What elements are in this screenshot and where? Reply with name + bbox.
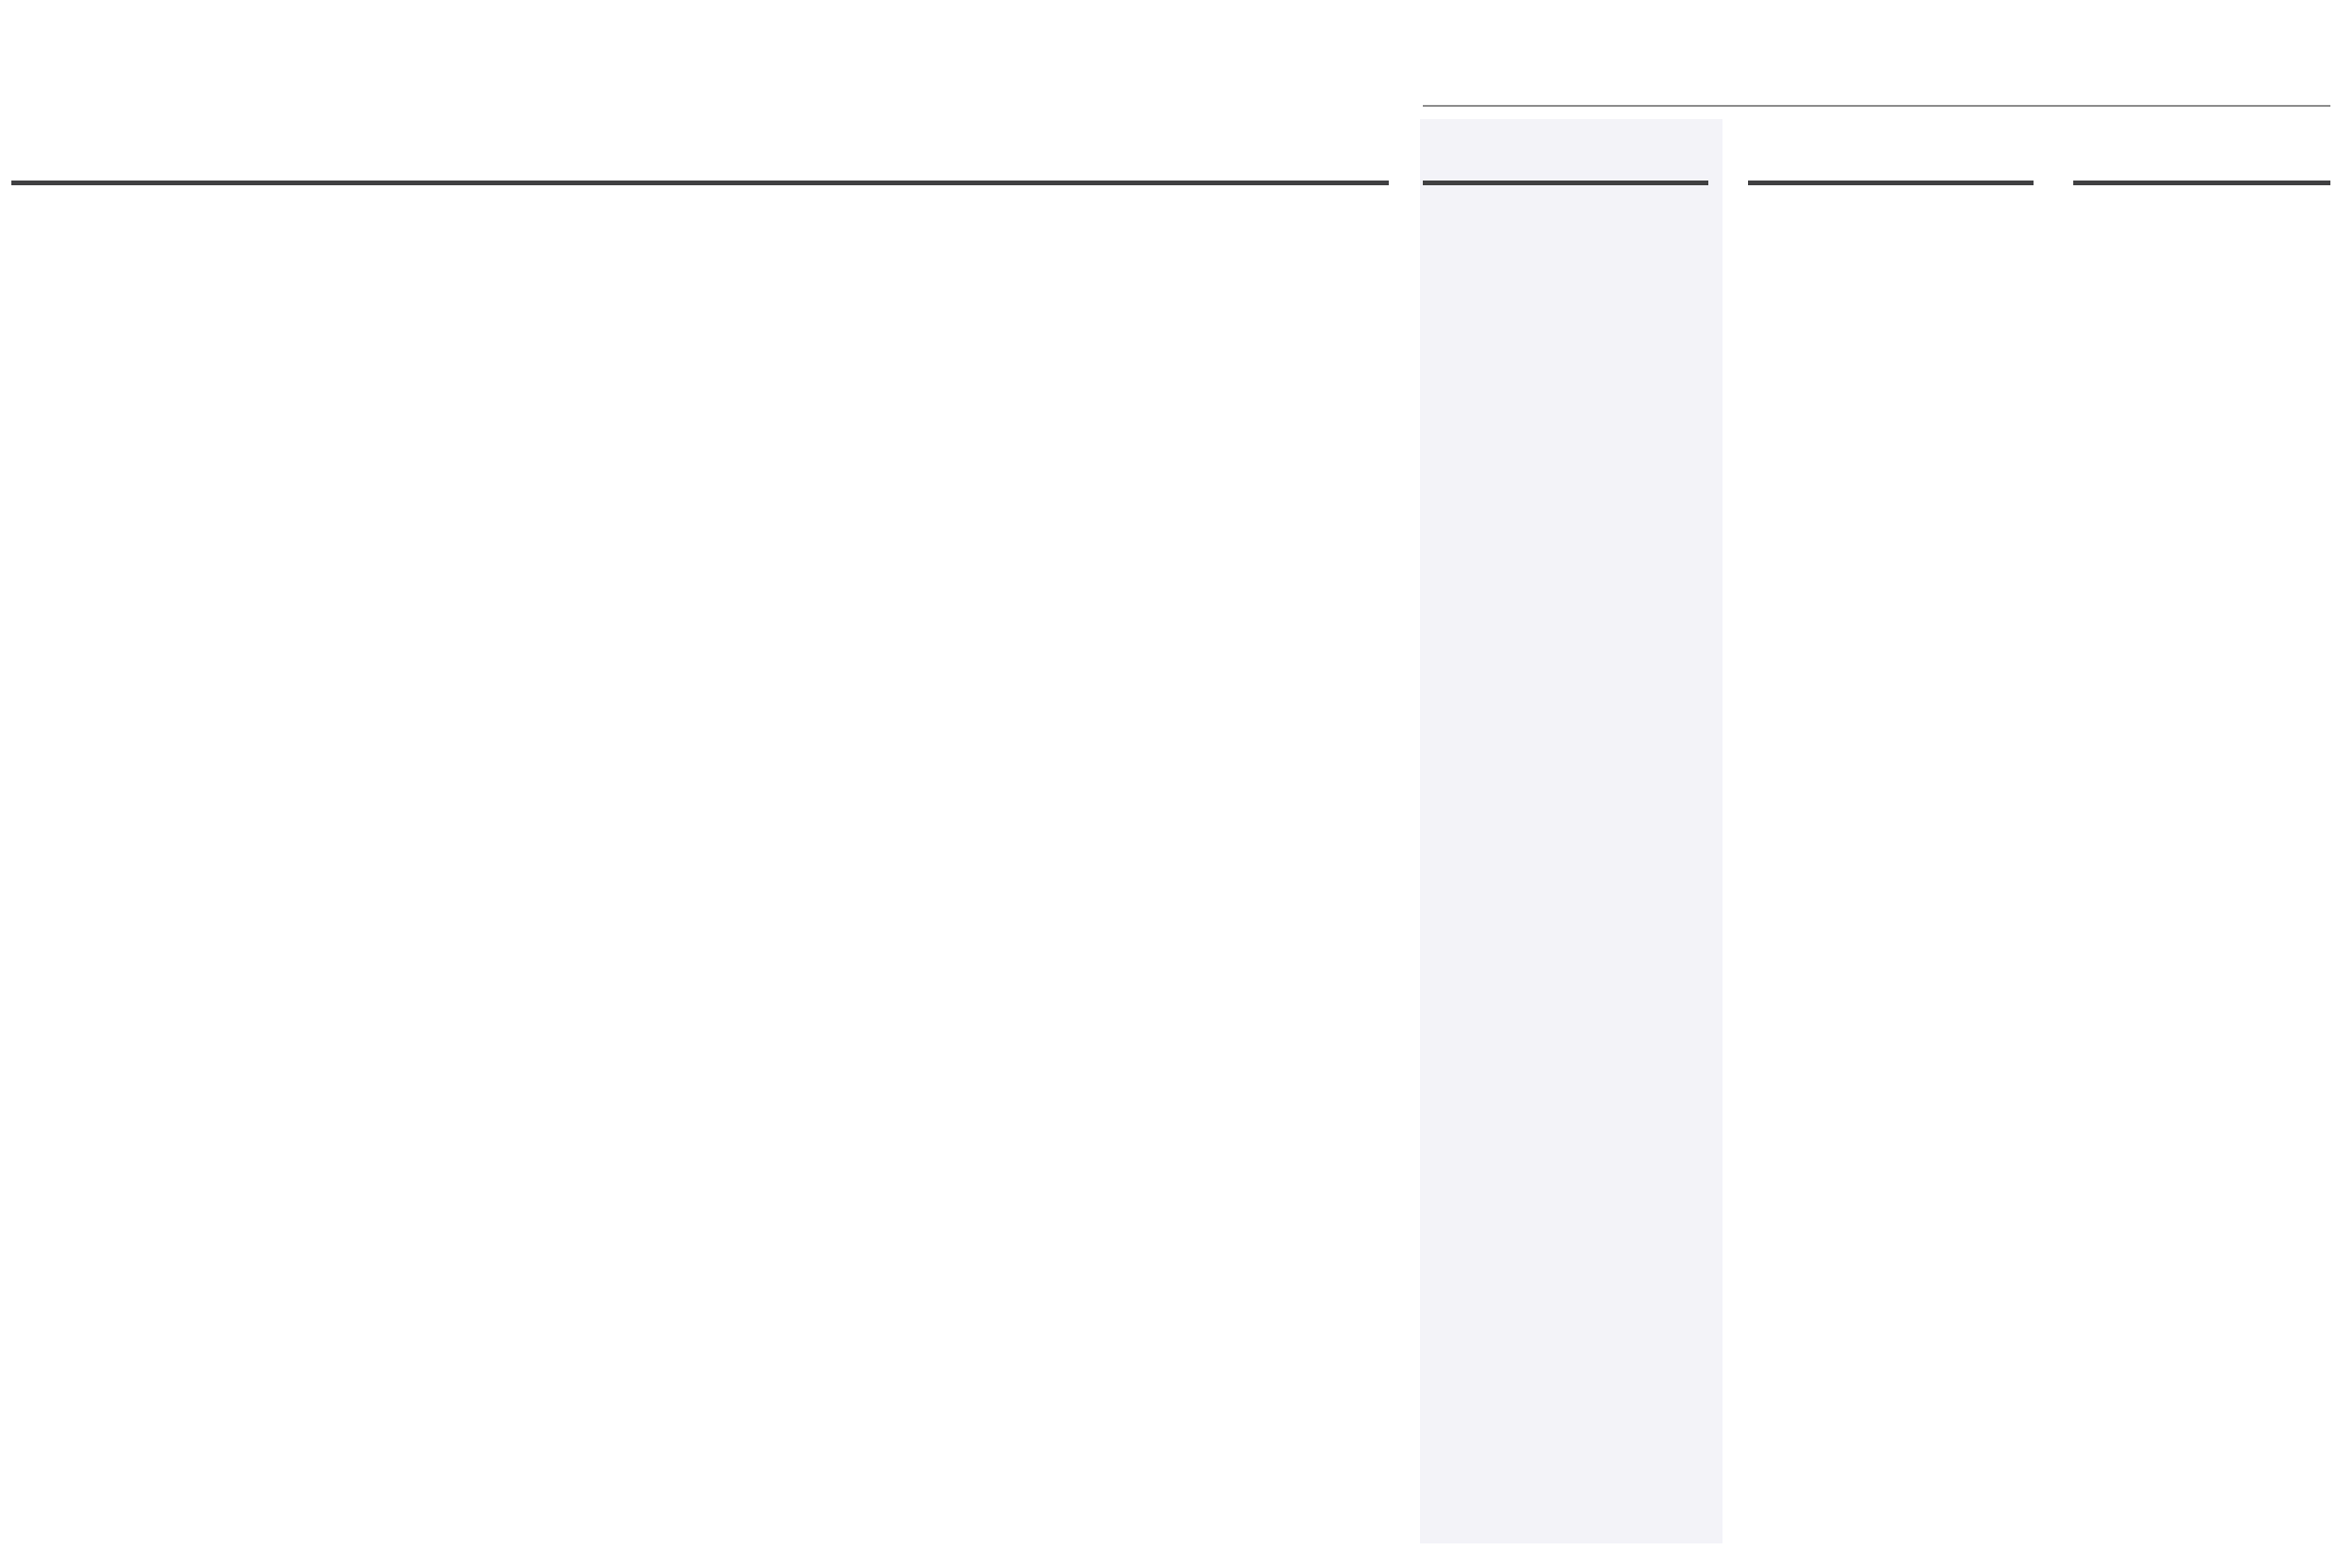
- column-header-2021: [1748, 132, 2034, 170]
- column-header-2022: [1423, 132, 1708, 170]
- column-2022-shading: [1420, 119, 1722, 1543]
- fiscal-title-rule: [1423, 105, 2330, 107]
- column-header-change: [2073, 132, 2330, 170]
